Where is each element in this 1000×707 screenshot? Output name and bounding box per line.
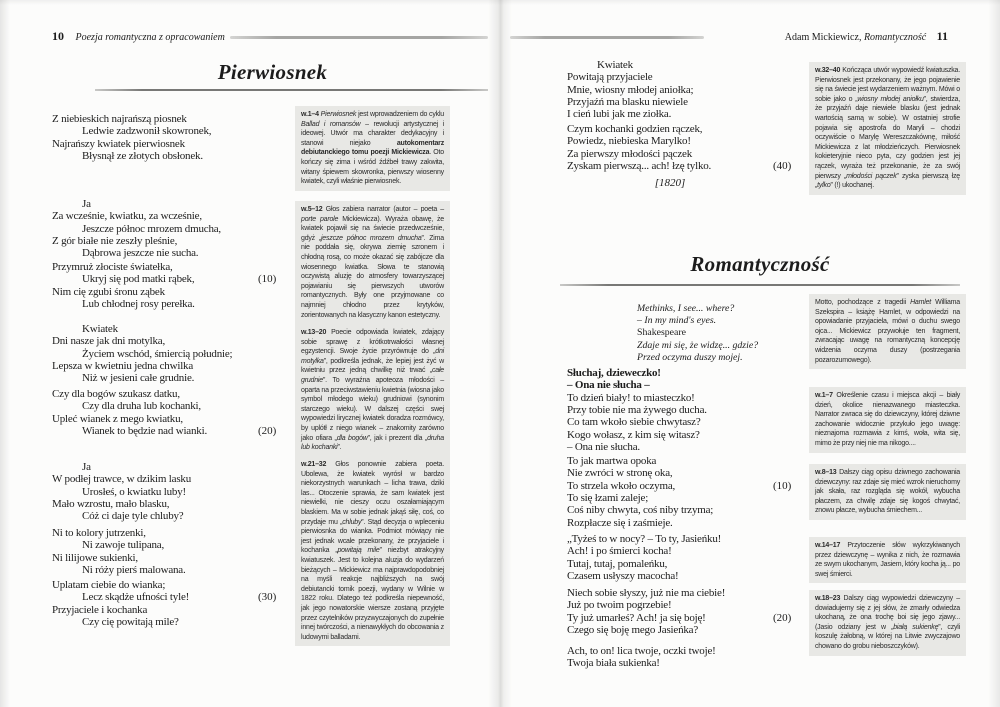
poem-line-text: Rozpłacze się i zaśmieje. bbox=[567, 516, 673, 529]
poem-line bbox=[52, 113, 302, 125]
poem-line bbox=[567, 71, 817, 83]
header-rule bbox=[230, 36, 488, 39]
margin-note: w.21–32 Głos ponownie zabiera poeta. Ubolewa, że kwiatek wyrósł w bardzo niekorzystnych warunkach – licha trawa, dziki las... Otoczenie sprawia, że sam kwiatek jest niewielki, nie cieszy oczu oszałamiającym blaskiem. Ma w sobie jednak jakąś siłę, coś, co przydaje mu „chluby”. Stąd decyzja o wpleceniu pierwiosnka do wianka. Podmiot mówiący nie jest jednak wcale przekonany, że przyjaciele i kochanka „powitają mile” niezbyt atrakcyjny kwiatuszek. Jest to kolejna aluzja do wydarzeń bieżących – Mickiewicz ma najprawdopodobniej na myśli reakcje najbliższych na swój debiutancki tomik poezji, wydany w Wilnie w 1822 roku. Dlatego też podkreśla niepewność, jak jego nowatorskie wiersze zostaną przyjęte przez czytelników przyzwyczajonych do zupełnie innej twórczości, a nienawykłych do obcowania z ludowymi balladami. bbox=[295, 456, 450, 646]
poem-line-text: – Ona nie słucha – bbox=[567, 379, 650, 392]
title-rule bbox=[560, 284, 960, 286]
poem-line-text: Lub chłodnej rosy perełka. bbox=[82, 298, 195, 311]
poem-line-text: Przyjaźń ma blasku niewiele bbox=[567, 96, 688, 109]
left-running-header bbox=[52, 29, 225, 44]
poem-line-text: Ni lilijowe sukienki, bbox=[52, 551, 138, 564]
poem-line bbox=[52, 286, 302, 298]
poem-line bbox=[567, 416, 817, 428]
page-number: 10 bbox=[52, 29, 64, 43]
note-label: w.5–12 bbox=[301, 206, 323, 213]
stanza bbox=[567, 533, 817, 582]
poem-line-text: Uplatam ciebie do wianka; bbox=[52, 579, 166, 591]
poem-line bbox=[567, 533, 817, 545]
margin-note: w.1–4 Pierwiosnek jest wprowadzeniem do cyklu Ballad i romansów – rewolucji artystycznej i ideowej. Utwór ma charakter dedykacyjny i stanowi niejako autokomentarz debiutanckiego tomu poezji Mickiewicza. Oto kończy się zima i wśród źdźbeł trawy zakwita, witany śpiewem skowronka, pierwszy wiosenny kwiatek, czyli właśnie pierwiosnek. bbox=[295, 106, 450, 191]
poem-line-text: Ni to kolory jutrzenki, bbox=[52, 527, 146, 539]
stanza-speaker: Ja bbox=[82, 198, 91, 210]
poem-line bbox=[52, 486, 302, 498]
poem-line-text: Lepsza w kwietniu jedna chwilka bbox=[52, 360, 194, 373]
stanza bbox=[52, 323, 302, 385]
poem-line-text: Tutaj, tutaj, pomaleńku, bbox=[567, 557, 668, 570]
poem-line bbox=[52, 473, 302, 485]
poem-line-text: Twoja biała sukienka! bbox=[567, 657, 660, 670]
poem-line-text: I cień lubi jak me ziołka. bbox=[567, 108, 672, 121]
poem-line bbox=[567, 96, 817, 108]
poem-line-text: Ach! i po śmierci kocha! bbox=[567, 545, 672, 558]
right-running-header bbox=[785, 29, 948, 44]
poem-line-text: Dni nasze jak dni motylka, bbox=[52, 335, 166, 348]
poem-line-text: Dąbrowa jeszcze nie sucha. bbox=[82, 247, 199, 260]
header-rule bbox=[510, 36, 704, 39]
poem-line-text: Czy cię powitają mile? bbox=[82, 616, 179, 629]
poem-line bbox=[52, 388, 302, 400]
stanza-speaker: Kwiatek bbox=[597, 59, 633, 71]
poem-line-text: – Ona nie słucha. bbox=[567, 441, 640, 454]
section-title: Romantyczność bbox=[690, 252, 830, 276]
scan-edge-left bbox=[0, 0, 10, 707]
poem-line-text: Błysnął ze złotych obsłonek. bbox=[82, 150, 203, 163]
poem-line bbox=[52, 510, 302, 522]
poem-line bbox=[567, 404, 817, 416]
note-label: w.1–4 bbox=[301, 111, 319, 118]
margin-note: w.13–20 Poecie odpowiada kwiatek, zdający sobie sprawę z krótkotrwałości własnej egzystencji. Swoje życie przyrównuje do „dni motylka”, podkreśla jednak, że lepiej jest żyć w kwietniu przez jedną chwilkę niż trwać „całe grudnie”. To wyraźna apoteoza młodości – oparta na przeciwstawieniu kwietnia (wiosna jako symbol młodego wieku) grudniowi (synonim starczego wieku). W dalszej części swej wypowiedzi lirycznej kwiatek doradza rozmówcy, by uplótł z niego wianek – znakomity zarówno jako ofiara „dla bogów”, jak i prezent dla „druha lub kochanki”. bbox=[295, 324, 450, 457]
poem-line bbox=[567, 148, 817, 160]
poem-line bbox=[52, 125, 302, 137]
poem-line-text: To jak martwa opoka bbox=[567, 455, 657, 467]
poem-line bbox=[567, 467, 817, 479]
stanza bbox=[567, 59, 817, 121]
poem-title: Pierwiosnek bbox=[217, 60, 328, 84]
stanza bbox=[567, 645, 817, 670]
margin-note: w.1–7 Określenie czasu i miejsca akcji – biały dzień, okolice nienazwanego miasteczka. Narrator zwraca się do dziewczyny, której dziwne zachowanie widocznie przykuło jego uwagę: nieznajoma rozmawia z kimś, woła, wita się, mimo że przy niej nie ma nikogo.... bbox=[809, 387, 966, 453]
poem-line bbox=[567, 492, 817, 504]
poem-line bbox=[52, 413, 302, 425]
poem-line bbox=[52, 616, 302, 628]
poem-line-text: Mało wzrostu, mało blasku, bbox=[52, 498, 170, 511]
poem-line-text: Czy dla bogów szukasz datku, bbox=[52, 388, 180, 400]
poem-line-text: Coś niby chwyta, coś niby trzyma; bbox=[567, 504, 714, 517]
poem-line bbox=[52, 138, 302, 150]
page-number: 11 bbox=[936, 29, 948, 43]
poem-line bbox=[52, 348, 302, 360]
poem-line-text: Niż w jesieni całe grudnie. bbox=[82, 372, 195, 385]
poem-line-text: Z gór białe nie zeszły pleśnie, bbox=[52, 235, 178, 248]
poem-line bbox=[52, 425, 302, 437]
poem-line-text: Ty już umarłeś? Ach! ja się boję! bbox=[567, 611, 706, 624]
poem-line-text: Za wcześnie, kwiatku, za wcześnie, bbox=[52, 210, 202, 223]
poem-line bbox=[567, 480, 817, 492]
right-page bbox=[500, 0, 1000, 707]
running-head-author: Adam Mickiewicz, bbox=[784, 32, 862, 43]
poem-line-text: Lecz skądże ufności tyle! bbox=[82, 591, 190, 604]
stanza bbox=[52, 261, 302, 310]
poem-line bbox=[567, 455, 817, 467]
stanza bbox=[52, 527, 302, 576]
poem-line bbox=[567, 441, 817, 453]
poem-line-text: To strzela wkoło oczyma, bbox=[567, 479, 676, 492]
poem-line-text: Ni róży pierś malowana. bbox=[82, 564, 186, 577]
stanza bbox=[567, 455, 817, 529]
poem-line bbox=[567, 367, 817, 379]
poem-line-text: Nie zwróci w stronę oka, bbox=[567, 467, 673, 480]
poem-line-text: Ach, to on! lica twoje, oczki twoje! bbox=[567, 645, 716, 657]
poem-line bbox=[52, 552, 302, 564]
margin-note: Motto, pochodzące z tragedii Hamlet Williama Szekspira – książę Hamlet, w odpowiedzi na opowiadanie przyjaciela, mówi o duchu swego ojca... Mickiewicz przywołuje ten fragment, zwracając uwagę na romantyczną koncepcję widzenia oczyma duszy (postrzegania pozarozumowego). bbox=[809, 294, 966, 369]
stanza bbox=[52, 113, 302, 162]
poem-line-text: Najrańszy kwiatek pierwiosnek bbox=[52, 137, 185, 150]
poem-line bbox=[52, 247, 302, 259]
line-number: (10) bbox=[773, 479, 792, 492]
poem-line bbox=[52, 210, 302, 222]
line-number: (20) bbox=[258, 425, 277, 438]
poem-line-text: Ni zawoje tulipana, bbox=[82, 539, 165, 552]
poem-line bbox=[567, 587, 817, 599]
poem-line bbox=[567, 135, 817, 147]
poem-line bbox=[52, 298, 302, 310]
epigraph-line: Zdaje mi się, że widzę... gdzie? bbox=[637, 339, 759, 351]
poem-line bbox=[52, 223, 302, 235]
poem-line-text: Przy tobie nie ma żywego ducha. bbox=[567, 404, 707, 417]
poem-line bbox=[52, 604, 302, 616]
poem-line-text: Upleć wianek z mego kwiatku, bbox=[52, 412, 183, 425]
poem-line-text: Powiedz, niebieska Marylko! bbox=[567, 135, 691, 148]
poem-line bbox=[567, 379, 817, 391]
poem-line-text: Czy dla druha lub kochanki, bbox=[82, 400, 201, 413]
poem-line bbox=[52, 591, 302, 603]
poem-line-text: Co tam wkoło siebie chwytasz? bbox=[567, 416, 701, 429]
poem-line-text: Mnie, wiosny młodej aniołka; bbox=[567, 83, 694, 96]
poem-line-text: Z niebieskich najrańszą piosnek bbox=[52, 113, 187, 125]
poem-line-text: Nim cię zgubi śronu ząbek bbox=[52, 285, 165, 298]
poem-line-text: W podłej trawce, w dzikim lasku bbox=[52, 473, 192, 486]
note-label: w.21–32 bbox=[301, 461, 327, 468]
line-number: (10) bbox=[258, 273, 277, 286]
line-number: (30) bbox=[258, 591, 277, 604]
poem-line-text: Wianek to będzie nad wianki. bbox=[82, 425, 207, 438]
poem-line bbox=[52, 372, 302, 384]
stanza bbox=[52, 388, 302, 437]
poem-line bbox=[52, 539, 302, 551]
note-label: w.1–7 bbox=[815, 392, 833, 399]
poem-line bbox=[52, 579, 302, 591]
note-label: w.18–23 bbox=[815, 595, 841, 602]
poem-line bbox=[52, 527, 302, 539]
poem-line bbox=[567, 645, 817, 657]
epigraph-line: Przed oczyma duszy mojej. bbox=[637, 351, 743, 363]
epigraph bbox=[637, 303, 758, 364]
note-label: w.13–20 bbox=[301, 329, 327, 336]
title-rule bbox=[95, 89, 488, 91]
poem-line-text: To dzień biały! to miasteczko! bbox=[567, 391, 695, 404]
running-head: Poezja romantyczna z opracowaniem bbox=[75, 32, 225, 43]
poem-line bbox=[52, 360, 302, 372]
poem-line bbox=[567, 612, 817, 624]
poem-line bbox=[567, 429, 817, 441]
poem-line-text: Czym kochanki godzien rączek, bbox=[567, 123, 703, 135]
poem-line-text: To się łzami zaleje; bbox=[567, 492, 649, 505]
margin-note: w.8–13 Dalszy ciąg opisu dziwnego zachowania dziewczyny: raz zdaje się mieć wzrok nieruchomy jak skała, raz rozgląda się wokół, wybucha płaczem, za chwilę zdaje się kogoś chwytać, znowu płacze, wybucha śmiechem... bbox=[809, 464, 966, 520]
poem-line-text: Przyjaciele i kochanka bbox=[52, 603, 148, 616]
poem-line bbox=[567, 504, 817, 516]
margin-note: w.5–12 Głos zabiera narrator (autor – poeta – porte parole Mickiewicza). Wyraża obawę, że kwiatek pojawił się na świecie przedwcześnie, gdyż „jeszcze północ mrozem dmucha”. Zima nie poddała się, okrywa ziemię szronem i chłodną rosą, co może okazać się zabójcze dla wiosennego kwiatka. Słowa te stanowią oczywistą aluzję do atmosfery towarzyszącej pojawianiu się pierwszych utworów romantycznych. Były one przyjmowane co najmniej chłodno przez krytyków, zorientowanych na klasyczny kanon estetyczny. bbox=[295, 201, 450, 324]
line-number: (20) bbox=[773, 611, 792, 624]
poem-line-text: Powitają przyjaciele bbox=[567, 71, 653, 84]
margin-note: w.18–23 Dalszy ciąg wypowiedzi dziewczyny – dowiadujemy się z jej słów, że zmarły odwiedza ukochaną, że ona trochę boi się jego zjawy... (Jasio odziany jest w „białą sukienkę”, czyli koszulę żałobną, w której na Litwie zwyczajowo chowano do grobu nieboszczyków). bbox=[809, 590, 966, 656]
poem-line-text: Zyskam pierwszą... ach! łzę tylko. bbox=[567, 160, 712, 173]
epigraph-line: Methinks, I see... where? bbox=[637, 303, 735, 314]
note-label: w.14–17 bbox=[815, 542, 841, 549]
poem-line bbox=[567, 558, 817, 570]
stanza-speaker: Kwiatek bbox=[82, 323, 118, 335]
poem-line bbox=[52, 235, 302, 247]
poem-line-text: Niech sobie słyszy, już nie ma ciebie! bbox=[567, 587, 726, 599]
poem-line bbox=[567, 570, 817, 582]
poem-line bbox=[567, 517, 817, 529]
poem-line bbox=[567, 599, 817, 611]
poem-line bbox=[52, 150, 302, 162]
poem-line-text: Kogo wołasz, z kim się witasz? bbox=[567, 428, 700, 441]
poem-line-text: Urosłeś, o kwiatku luby! bbox=[82, 485, 186, 498]
stanza bbox=[52, 198, 302, 260]
poem-line-text: Słuchaj, dzieweczko! bbox=[567, 367, 661, 379]
epigraph-line: – In my mind's eyes. bbox=[637, 315, 717, 327]
poem-line bbox=[567, 657, 817, 669]
poem-line bbox=[567, 108, 817, 120]
line-number: (40) bbox=[773, 160, 792, 173]
stanza bbox=[52, 461, 302, 523]
poem-line bbox=[567, 160, 817, 172]
poem-line-text: Już po twoim pogrzebie! bbox=[567, 599, 672, 612]
stanza bbox=[52, 579, 302, 628]
scan-edge-top bbox=[0, 0, 1000, 5]
stanza bbox=[567, 587, 817, 636]
poem-line bbox=[52, 273, 302, 285]
poem-line bbox=[567, 624, 817, 636]
poem-line bbox=[567, 84, 817, 96]
poem-line-text: Czego się boję mego Jasieńka? bbox=[567, 624, 699, 637]
poem-line bbox=[52, 498, 302, 510]
stanza-speaker: Ja bbox=[82, 461, 91, 473]
poem-line-text: Przymruż złociste światełka, bbox=[52, 261, 173, 273]
poem-date: [1820] bbox=[654, 177, 686, 189]
margin-note: w.14–17 Przytoczenie słów wykrzykiwanych przez dziewczynę – wynika z nich, że rozmawia ze swym ukochanym, Jasiem, który kocha ją... po swej śmierci. bbox=[809, 537, 966, 583]
poem-line bbox=[52, 335, 302, 347]
note-label: w.32–40 bbox=[815, 67, 841, 74]
poem-line-text: Ukryj się pod matki rąbek, bbox=[82, 273, 195, 286]
poem-line bbox=[567, 545, 817, 557]
poem-line-text: Za pierwszy młodości pączek bbox=[567, 147, 693, 160]
running-head-work: Romantyczność bbox=[863, 32, 927, 43]
note-label: w.8–13 bbox=[815, 469, 837, 476]
margin-note: w.32–40 Kończąca utwór wypowiedź kwiatuszka. Pierwiosnek jest przekonany, że jego pojawienie się na świecie jest wydarzeniem ważnym. Mówi o sobie jako o „wiosny młodej aniołku”, stwierdza, że przyjaźń daje niewiele blasku (jest jednak wartością samą w sobie). W ostatniej strofie pojawia się apostrofa do Maryli – chodzi oczywiście o Marylę Wereszczakównę, miłość Mickiewicza z lat młodzieńczych. Pierwiosnek kokieteryjnie nieco pyta, czy godzien jest jej rączek, wyraża też przekonanie, że za swój pierwszy „młodości pączek” zyska pierwszą łzę „tylko” (!) ukochanej. bbox=[809, 62, 966, 195]
poem-line bbox=[567, 392, 817, 404]
scan-edge-right bbox=[988, 0, 1000, 707]
poem-line bbox=[52, 564, 302, 576]
poem-line-text: Życiem wschód, śmiercią południe; bbox=[82, 347, 233, 360]
page-gutter-shadow bbox=[488, 0, 512, 707]
poem-line-text: „Tyżeś to w nocy? – To ty, Jasieńku! bbox=[567, 533, 722, 545]
poem-line bbox=[567, 123, 817, 135]
poem-line-text: Cóż ci daje tyle chluby? bbox=[82, 510, 184, 523]
poem-line-text: Jeszcze północ mrozem dmucha, bbox=[82, 222, 221, 235]
poem-line-text: Ledwie zadzwonił skowronek, bbox=[82, 125, 212, 138]
stanza bbox=[567, 367, 817, 453]
stanza bbox=[567, 123, 817, 172]
epigraph-line: Shakespeare bbox=[637, 327, 686, 339]
poem-line bbox=[52, 261, 302, 273]
poem-line bbox=[52, 400, 302, 412]
poem-line-text: Czasem usłyszy macocha! bbox=[567, 570, 679, 583]
